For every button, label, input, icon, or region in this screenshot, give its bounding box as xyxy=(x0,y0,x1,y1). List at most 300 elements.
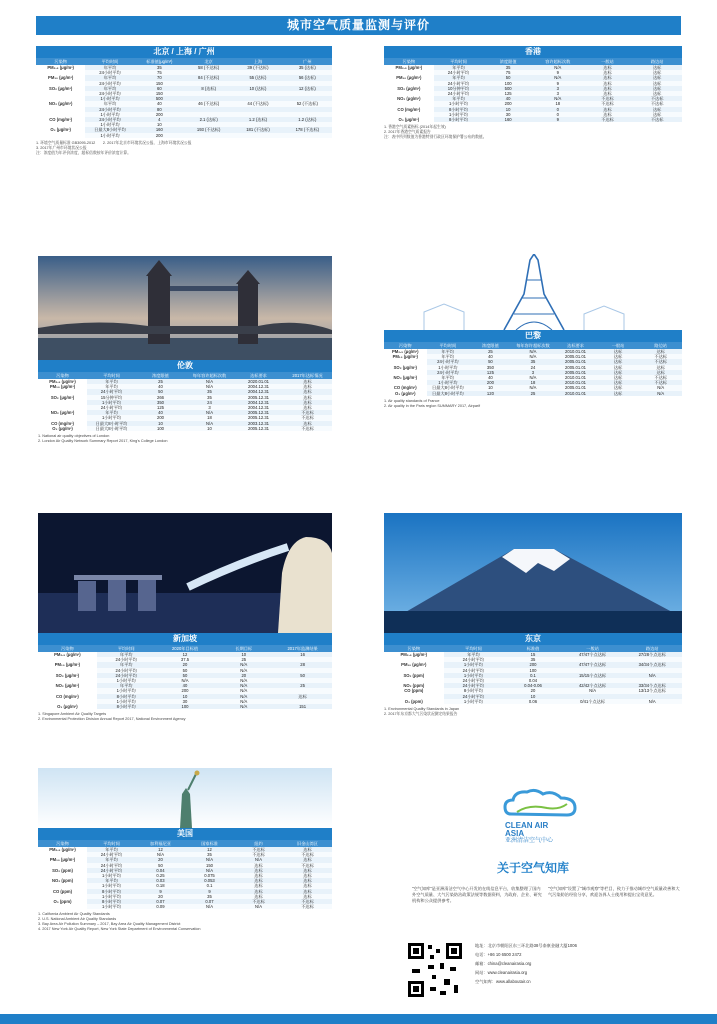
table-cell: 日最大8小时平均 xyxy=(87,421,136,426)
panel-singapore xyxy=(38,633,332,753)
table-cell: 3 xyxy=(533,91,583,96)
table-cell: 10 (达标) xyxy=(233,86,282,91)
table-row xyxy=(384,391,682,396)
table-cell: 2005.12.31 xyxy=(234,395,283,400)
table-cell: 年平均 xyxy=(97,683,156,688)
table-cell: 达标 xyxy=(283,868,332,873)
table-cell: 1小时平均 xyxy=(434,112,484,117)
table-cell: 200 xyxy=(136,415,185,420)
pollutant-cell: CO (mg/m³) xyxy=(384,385,427,390)
table-cell: 70 xyxy=(135,75,184,80)
table-cell: 1小时平均 xyxy=(97,678,156,683)
table-header-cell: 2020年目标值 xyxy=(156,645,215,652)
table-header-cell: 2017年达标情况 xyxy=(283,372,332,379)
table-header-cell: 标准值 xyxy=(503,645,563,652)
table-cell: 达标 xyxy=(273,694,332,699)
pollutant-cell: PM₂.₅ (μg/m³) xyxy=(38,847,87,852)
table-cell: 27/28个点达标 xyxy=(622,652,682,657)
table-cell: 20 xyxy=(136,857,185,862)
table-cell: 不达标 xyxy=(283,863,332,868)
pollutant-cell: PM₁₀ (μg/m³) xyxy=(36,75,85,80)
statue-of-liberty-illustration xyxy=(38,768,332,828)
table-cell: 达标 xyxy=(583,70,633,75)
table-cell: 58 (不达标) xyxy=(184,65,233,70)
table-cell: 0.25 xyxy=(136,873,185,878)
table-cell: 178 (不达标) xyxy=(283,127,332,132)
table-cell: N/A xyxy=(533,75,583,80)
table-header-cell: 平均时间 xyxy=(427,342,470,349)
table-cell: 47/47个点达标 xyxy=(563,652,623,657)
table-hk xyxy=(384,58,682,122)
table-cell: 35 xyxy=(135,65,184,70)
table-cell: 不达标 xyxy=(283,904,332,909)
table-cell: 1.2 (达标) xyxy=(233,117,282,122)
contact-allaboutair[interactable]: 空气知库：www.allaboutair.cn xyxy=(475,979,531,984)
table-header-cell: 路边站 xyxy=(632,58,682,65)
table-header-cell: 国家标准 xyxy=(185,840,234,847)
table-header-cell: 加利福尼亚 xyxy=(136,840,185,847)
table-cell: 10 xyxy=(214,652,273,657)
table-cell: 8小时平均 xyxy=(87,889,136,894)
note-line: 1. National air quality objectives of London xyxy=(38,434,110,439)
table-cell: 8小时平均 xyxy=(434,117,484,122)
contact-website[interactable]: 网站：www.cleanairasia.org xyxy=(475,970,528,975)
note-line: 1. California Ambient Air Quality Standards xyxy=(38,912,110,917)
table-cell: 8小时平均 xyxy=(97,694,156,699)
table-cell: 达标 xyxy=(234,883,283,888)
table-header-cell: 旧金山湾区 xyxy=(283,840,332,847)
pollutant-cell: CO (mg/m³) xyxy=(36,117,85,122)
panel-hk-title: 香港 xyxy=(384,46,682,58)
table-cell: 年平均 xyxy=(85,75,134,80)
table-cell: 年平均 xyxy=(85,86,134,91)
table-cell: 1小时平均 xyxy=(444,662,504,667)
table-cell: 1小时平均 xyxy=(85,112,134,117)
table-cell: N/A xyxy=(512,375,555,380)
table-cell: 20 xyxy=(503,688,563,693)
table-cell: 达标 xyxy=(283,857,332,862)
table-cell: 125 xyxy=(483,91,533,96)
table-cell: 年平均 xyxy=(97,662,156,667)
table-cell: 达标 xyxy=(283,379,332,384)
table-cell: 0.075 xyxy=(185,873,234,878)
table-cell: 达标 xyxy=(283,384,332,389)
table-tokyo xyxy=(384,645,682,704)
table-cell: 24小时平均 xyxy=(444,694,504,699)
pollutant-cell: NO₂ (μg/m³) xyxy=(38,410,87,415)
table-cell: 0.1 xyxy=(185,883,234,888)
table-cell: 24小时平均 xyxy=(444,678,504,683)
table-header-cell: 一般站 xyxy=(583,58,633,65)
table-cell: 1小时平均 xyxy=(87,873,136,878)
pollutant-cell: PM₂.₅ (μg/m³) xyxy=(384,652,444,657)
table-cell: 10 xyxy=(483,107,533,112)
table-cell: 2005.01.01 xyxy=(554,365,597,370)
table-cell: 13/13个点达标 xyxy=(622,688,682,693)
table-cell: 24小时平均 xyxy=(97,668,156,673)
table-cell: 3 xyxy=(512,370,555,375)
table-cell: 日最大8小时平均 xyxy=(85,127,134,132)
table-cell: 60 xyxy=(135,86,184,91)
table-cell: 18 xyxy=(533,101,583,106)
table-cell: 35 xyxy=(185,389,234,394)
table-cell: 39 (不达标) xyxy=(233,65,282,70)
table-cell: 84 (不达标) xyxy=(184,75,233,80)
table-cell: 25 xyxy=(512,391,555,396)
table-header-cell: 平均时间 xyxy=(87,372,136,379)
table-cell: N/A xyxy=(185,384,234,389)
pollutant-cell: PM₂.₅ (μg/m³) xyxy=(38,379,87,384)
table-cell: 不达标 xyxy=(234,847,283,852)
note-line: 1. 香港空气质素指标 (2014年起生效) xyxy=(384,125,446,130)
table-cell: 不达标 xyxy=(583,101,633,106)
table-row xyxy=(384,699,682,704)
table-cell: 40 xyxy=(135,101,184,106)
note-line: 2. 2017年香港空气质素报告 xyxy=(384,130,431,135)
table-cell: 达标 xyxy=(283,847,332,852)
table-cell: 0.04 xyxy=(136,868,185,873)
table-cell: 年平均 xyxy=(85,101,134,106)
table-cell: 年平均 xyxy=(444,652,504,657)
table-cell: 1小时平均 xyxy=(427,380,470,385)
table-cell: 2004.12.31 xyxy=(234,384,283,389)
table-cell: N/A xyxy=(185,904,234,909)
notes-hk xyxy=(384,125,682,140)
table-cell: 年平均 xyxy=(87,878,136,883)
table-cell: 达标 xyxy=(639,370,682,375)
table-usa xyxy=(38,840,332,909)
table-cell: 350 xyxy=(136,400,185,405)
table-cell: 200 xyxy=(469,380,512,385)
table-cell: 1小时平均 xyxy=(87,400,136,405)
table-cell: 100 xyxy=(156,704,215,709)
table-cell: 不达标 xyxy=(583,117,633,122)
pollutant-cell: NO₂ (μg/m³) xyxy=(384,375,427,380)
table-header-cell: 路边站 xyxy=(622,645,682,652)
table-cell: 达标 xyxy=(283,878,332,883)
paris-photo xyxy=(384,254,682,330)
table-cell: 达标 xyxy=(283,395,332,400)
table-cell: N/A xyxy=(639,385,682,390)
table-cell: N/A xyxy=(234,857,283,862)
panel-usa xyxy=(38,828,332,1012)
table-cell: N/A xyxy=(214,704,273,709)
table-cell: N/A xyxy=(214,662,273,667)
table-cell: 150 xyxy=(135,81,184,86)
table-cell: 3 xyxy=(533,86,583,91)
table-row xyxy=(38,904,332,909)
pollutant-cell: SO₂ (μg/m³) xyxy=(384,86,434,91)
table-cell: 10 xyxy=(156,694,215,699)
table-cell: 2010.01.01 xyxy=(554,391,597,396)
table-header-cell: 污染物 xyxy=(384,342,427,349)
about-title: 关于空气知库 xyxy=(497,861,570,875)
table-cell: 24小时平均 xyxy=(87,405,136,410)
pollutant-cell: PM₁₀ (μg/m³) xyxy=(384,354,427,359)
table-cell: 40 xyxy=(136,384,185,389)
notes-bgs xyxy=(36,141,332,156)
mount-fuji-illustration xyxy=(384,513,682,633)
table-header-cell: 一般站 xyxy=(563,645,623,652)
table-cell: 1小时平均 xyxy=(444,699,504,704)
table-cell: 不达标 xyxy=(283,415,332,420)
table-cell: 150 xyxy=(185,863,234,868)
table-cell: 不达标 xyxy=(639,354,682,359)
table-cell: 日最大8小时平均 xyxy=(427,385,470,390)
table-cell: 2003.12.31 xyxy=(234,421,283,426)
table-cell: 25 xyxy=(136,379,185,384)
table-header-cell: 路边站 xyxy=(639,342,682,349)
table-cell: 2005.01.01 xyxy=(554,354,597,359)
table-london xyxy=(38,372,332,431)
note-line: 注：浓度值为年评价浓度，超标倍数按年评价浓度计算。 xyxy=(36,150,131,155)
table-cell: 0.09 xyxy=(136,904,185,909)
table-cell: N/A xyxy=(214,683,273,688)
contact-list xyxy=(475,941,577,986)
note-line: 1. Air quality standards of France xyxy=(384,398,440,403)
table-header-cell: 一般站 xyxy=(597,342,640,349)
table-cell: 75 xyxy=(135,70,184,75)
notes-paris xyxy=(384,399,682,409)
table-cell: 2005.01.01 xyxy=(554,359,597,364)
notes-singapore xyxy=(38,712,332,722)
table-cell: 9 xyxy=(533,81,583,86)
table-cell: 24小时平均 xyxy=(87,852,136,857)
note-line: 2. 2017年东京都大气污染状况测定结果报告 xyxy=(384,712,458,717)
table-header-cell: 标准值(μg/m³) xyxy=(135,58,184,65)
table-cell: 达标 xyxy=(583,65,633,70)
table-cell: 达标 xyxy=(234,873,283,878)
table-cell: 80 xyxy=(135,107,184,112)
table-cell: 160 xyxy=(135,127,184,132)
singapore-photo xyxy=(38,513,332,633)
table-cell: 9 xyxy=(533,70,583,75)
pollutant-cell: NO₂ (ppm) xyxy=(384,683,444,688)
table-cell: 1小时平均 xyxy=(87,904,136,909)
table-header-cell: 上海 xyxy=(233,58,282,65)
table-cell: 8 (达标) xyxy=(184,86,233,91)
note-line: 3. Bay Area Air Pollution Summary – 2017, Bay Area Air Quality Management District xyxy=(38,922,181,927)
pollutant-cell: CO (mg/m³) xyxy=(38,421,87,426)
table-cell: 日最大8小时平均 xyxy=(87,426,136,431)
table-header-cell: 浓度限值 xyxy=(469,342,512,349)
table-cell: N/A xyxy=(512,385,555,390)
table-cell: 达标 xyxy=(283,883,332,888)
pollutant-cell: O₃ (μg/m³) xyxy=(36,127,85,132)
table-cell: 24小时平均 xyxy=(427,359,470,364)
pollutant-cell: SO₂ (ppm) xyxy=(384,673,444,678)
table-cell: 0 xyxy=(533,112,583,117)
table-cell: 24小时平均 xyxy=(97,657,156,662)
table-cell: 200 xyxy=(503,662,563,667)
table-cell: 1.2 (达标) xyxy=(283,117,332,122)
pollutant-cell: O₃ (μg/m³) xyxy=(384,117,434,122)
merlion-illustration xyxy=(38,513,332,633)
table-header-cell: 浓度限值 xyxy=(483,58,533,65)
table-header-cell: 广州 xyxy=(283,58,332,65)
table-cell: 500 xyxy=(135,96,184,101)
table-cell: 0.1 xyxy=(503,673,563,678)
table-cell: 24小时平均 xyxy=(427,370,470,375)
table-cell: 9 xyxy=(533,117,583,122)
table-cell: 24小时平均 xyxy=(85,81,134,86)
table-cell: 达标 xyxy=(583,81,633,86)
pollutant-cell: NO₂ (ppm) xyxy=(38,878,87,883)
pollutant-cell: PM₂.₅ (μg/m³) xyxy=(38,652,97,657)
table-cell: 10 xyxy=(503,694,563,699)
table-cell: 达标 xyxy=(632,91,682,96)
qr-code-icon[interactable] xyxy=(406,941,464,999)
table-row xyxy=(38,704,332,709)
table-cell: 2010.01.01 xyxy=(554,380,597,385)
table-cell: 年平均 xyxy=(87,379,136,384)
note-line: 4. 2017 New York Air Quality Report, New York State Department of Environmental Conservation xyxy=(38,927,201,932)
table-header-cell: 平均时间 xyxy=(444,645,504,652)
note-line: 2. U.S. National Ambient Air Quality Standards xyxy=(38,917,117,922)
table-cell: 达标 xyxy=(632,75,682,80)
about-text-right: "空气知库"设置了"城市观察"等栏目，致力于推动城市空气质量改善和大气污染防治经验分享，欢迎各界人士使用和提出宝贵意见。 xyxy=(548,886,680,897)
table-cell: 不达标 xyxy=(283,899,332,904)
pollutant-cell: PM₁₀ (μg/m³) xyxy=(38,384,87,389)
table-cell: 年平均 xyxy=(87,410,136,415)
table-cell: 44 (不达标) xyxy=(233,101,282,106)
table-cell: 10分钟平均 xyxy=(434,86,484,91)
table-cell: 达标 xyxy=(632,81,682,86)
table-cell: 达标 xyxy=(234,863,283,868)
table-cell: N/A xyxy=(533,96,583,101)
table-header-cell: 每年容许超标次数 xyxy=(185,372,234,379)
pollutant-cell: O₃ (μg/m³) xyxy=(384,391,427,396)
table-cell: 40 xyxy=(156,683,215,688)
table-header-cell: 纽约 xyxy=(234,840,283,847)
pollutant-cell: O₃ (ppm) xyxy=(384,699,444,704)
table-cell: 年平均 xyxy=(427,349,470,354)
table-cell: 50 xyxy=(469,359,512,364)
table-cell: 100 xyxy=(483,81,533,86)
table-cell: 46 (不达标) xyxy=(184,101,233,106)
table-cell: N/A xyxy=(214,699,273,704)
table-singapore xyxy=(38,645,332,709)
table-cell: 2004.12.31 xyxy=(234,389,283,394)
table-cell: 24小时平均 xyxy=(85,117,134,122)
panel-bgs-title: 北京 / 上海 / 广州 xyxy=(36,46,332,58)
table-cell: 151 xyxy=(273,704,332,709)
table-cell: 0.06 xyxy=(503,699,563,704)
table-cell: 9 xyxy=(185,889,234,894)
table-cell: 24小时平均 xyxy=(97,673,156,678)
table-cell: 160 xyxy=(483,117,533,122)
table-cell: 达标 xyxy=(583,112,633,117)
table-cell: 181 (不达标) xyxy=(233,127,282,132)
panel-hk xyxy=(384,46,682,246)
notes-london xyxy=(38,434,332,444)
note-line: 2. London Air Quality Network Summary Report 2017, King's College London xyxy=(38,439,168,444)
table-cell: 100 xyxy=(136,426,185,431)
table-cell: 0.07 xyxy=(136,899,185,904)
table-cell: 不达标 xyxy=(632,96,682,101)
contact-phone: 电话：+86 10 6500 2472 xyxy=(475,952,522,957)
table-header-cell: 污染物 xyxy=(384,645,444,652)
table-cell: 1小时平均 xyxy=(434,101,484,106)
note-line: 1. 环境空气质量标准 GB3095-2012 2. 2017年北京市环境状况公报、上海市环境状况公报 xyxy=(36,140,192,145)
table-cell: 24小时平均 xyxy=(434,81,484,86)
table-cell: 达标 xyxy=(632,65,682,70)
table-cell xyxy=(283,133,332,138)
table-cell: 日最大8小时平均 xyxy=(427,391,470,396)
table-cell: 34/34个点达标 xyxy=(622,662,682,667)
panel-usa-title: 美国 xyxy=(38,828,332,840)
table-cell: 50 xyxy=(156,673,215,678)
table-cell: 1小时平均 xyxy=(87,883,136,888)
table-header-cell: 达标要求 xyxy=(554,342,597,349)
clean-air-asia-logo-icon xyxy=(503,788,579,820)
page-title-bar xyxy=(36,16,681,35)
table-cell: 24小时平均 xyxy=(444,657,504,662)
table-cell: 达标 xyxy=(234,878,283,883)
table-cell: 12 xyxy=(136,847,185,852)
table-cell: 40 xyxy=(136,410,185,415)
table-cell: 不达标 xyxy=(283,852,332,857)
table-cell: 8小时平均 xyxy=(434,107,484,112)
note-line: 1. Singapore Ambient Air Quality Targets xyxy=(38,712,107,717)
table-cell: 50 xyxy=(156,668,215,673)
table-cell: 2.1 (达标) xyxy=(184,117,233,122)
pollutant-cell: PM₁₀ (μg/m³) xyxy=(38,662,97,667)
pollutant-cell: O₃ (μg/m³) xyxy=(38,704,97,709)
table-cell: N/A xyxy=(214,668,273,673)
table-cell: 42/42个点达标 xyxy=(563,683,623,688)
table-cell: 年平均 xyxy=(434,75,484,80)
table-cell: 50 xyxy=(136,389,185,394)
table-cell: 达标 xyxy=(597,380,640,385)
table-header-cell: 平均时间 xyxy=(87,840,136,847)
table-bgs xyxy=(36,58,332,138)
table-cell: 18 xyxy=(512,380,555,385)
table-cell: 35 xyxy=(512,359,555,364)
table-cell: 2005.12.31 xyxy=(234,426,283,431)
table-cell: 达标 xyxy=(583,86,633,91)
table-cell: 9 xyxy=(136,889,185,894)
table-cell: 40 xyxy=(469,354,512,359)
table-cell: 40 xyxy=(469,375,512,380)
table-paris xyxy=(384,342,682,396)
table-cell: N/A xyxy=(622,673,682,678)
about-text-left: "空气知库"是亚洲清洁空气中心开发的在线信息平台，收集整理了国内外空气质量、大气污染防治政策法规等数据资料，为政府、企业、研究机构和公众提供参考。 xyxy=(412,886,542,903)
table-cell: 0.04-0.06 xyxy=(503,683,563,688)
table-cell: 25 xyxy=(469,349,512,354)
table-cell: 2010.01.01 xyxy=(554,349,597,354)
table-cell: 200 xyxy=(135,133,184,138)
table-cell: 不达标 xyxy=(639,375,682,380)
table-cell: 2004.12.31 xyxy=(234,405,283,410)
table-cell: 30 xyxy=(483,112,533,117)
table-cell: 35 (达标) xyxy=(283,65,332,70)
table-cell: N/A xyxy=(214,688,273,693)
note-line: 2. Air quality in the Paris region SUMMARY 2017, Airparif xyxy=(384,403,481,408)
table-header-cell: 平均时间 xyxy=(85,58,134,65)
table-cell: 33/34个点达标 xyxy=(622,683,682,688)
table-cell: 年平均 xyxy=(85,65,134,70)
pollutant-cell: PM₂.₅ (μg/m³) xyxy=(384,65,434,70)
contact-email[interactable]: 邮箱：china@cleanairasia.org xyxy=(475,961,532,966)
tokyo-photo xyxy=(384,513,682,633)
table-cell: 0 xyxy=(533,107,583,112)
table-cell: 1小时平均 xyxy=(97,688,156,693)
table-cell: 35 xyxy=(503,657,563,662)
table-cell: 35 xyxy=(185,852,234,857)
table-cell: 1小时平均 xyxy=(427,365,470,370)
logo-line1: CLEAN AIR xyxy=(505,821,549,830)
